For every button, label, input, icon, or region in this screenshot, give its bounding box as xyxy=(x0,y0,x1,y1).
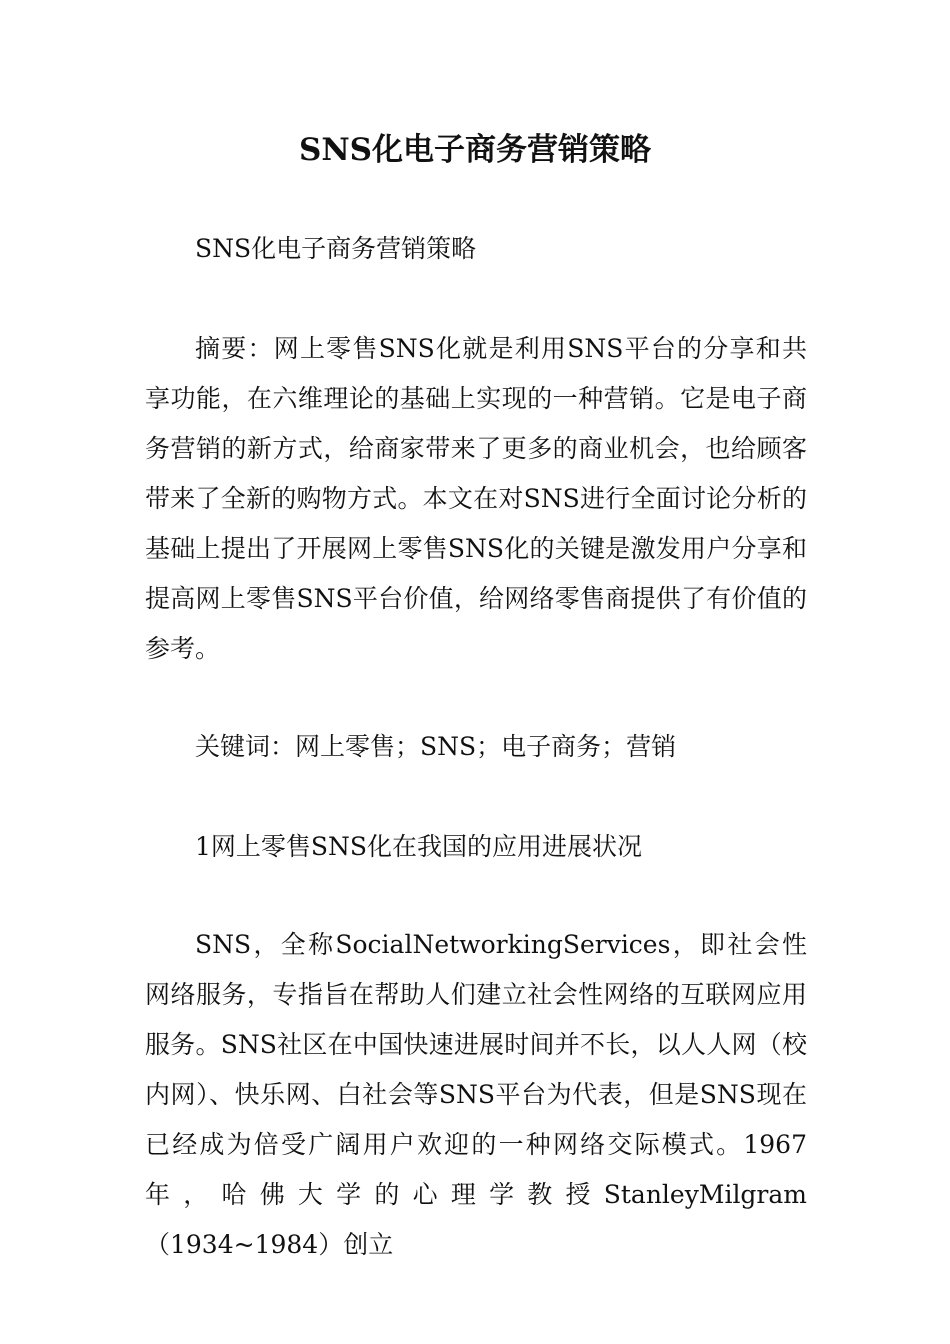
keywords-line: 关键词：网上零售；SNS；电子商务；营销 xyxy=(195,732,677,761)
body-paragraph: SNS，全称SocialNetworkingServices，即社会性网络服务，专指旨在帮助人们建立社会性网络的互联网应用服务。SNS社区在中国快速进展时间并不长，以人人网（校内网）、快乐网、白社会等SNS平台为代表，但是SNS现在已经成为倍受广阔用户欢迎的一种网络交际模式。1967年，哈佛大学的心理学教授StanleyMilgram（1934~1984）创立 xyxy=(145,930,807,1259)
document-title: SNS化电子商务营销策略 xyxy=(298,132,652,168)
section-heading: 1网上零售SNS化在我国的应用进展状况 xyxy=(195,832,643,861)
abstract-paragraph: 摘要：网上零售SNS化就是利用SNS平台的分享和共享功能，在六维理论的基础上实现的一种营销。它是电子商务营销的新方式，给商家带来了更多的商业机会，也给顾客带来了全新的购物方式。本文在对SNS进行全面讨论分析的基础上提出了开展网上零售SNS化的关键是激发用户分享和提高网上零售SNS平台价值，给网络零售商提供了有价值的参考。 xyxy=(145,334,807,663)
document-subtitle: SNS化电子商务营销策略 xyxy=(195,234,477,263)
